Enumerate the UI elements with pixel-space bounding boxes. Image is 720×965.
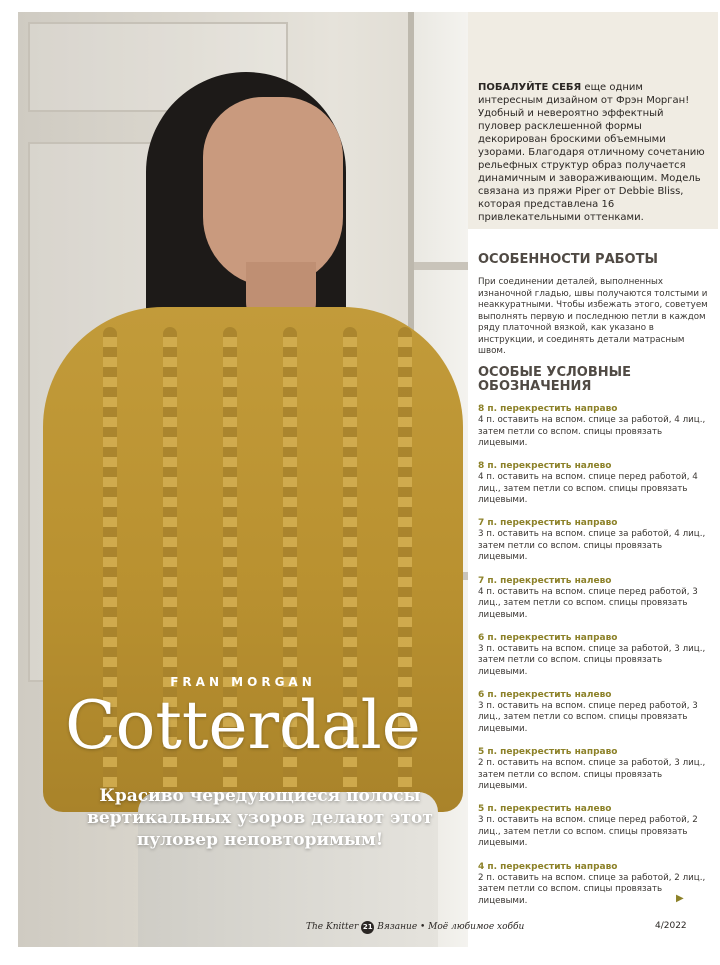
legend-item xyxy=(478,575,710,632)
legend-item-desc: 2 п. оставить на вспом. спице за работой, 3 лиц., затем петли со вспом. спицы провязать лицевыми. xyxy=(478,758,706,792)
legend-item-desc: 3 п. оставить на вспом. спице за работой, 4 лиц., затем петли со вспом. спицы провязать лицевыми. xyxy=(478,529,706,563)
features-heading: ОСОБЕННОСТИ РАБОТЫ xyxy=(478,252,658,267)
legend-item-desc: 3 п. оставить на вспом. спице перед работой, 2 лиц., затем петли со вспом. спицы провязать лицевыми. xyxy=(478,815,698,849)
designer-name: FRAN MORGAN xyxy=(170,675,316,689)
article-subtitle: Красиво чередующиеся полосы вертикальных узоров делают этот пуловер неповторимым! xyxy=(87,786,433,850)
legend-item xyxy=(478,689,710,746)
legend-item-desc: 3 п. оставить на вспом. спице перед работой, 3 лиц., затем петли со вспом. спицы провязать лицевыми. xyxy=(478,700,698,734)
legend-item-desc: 3 п. оставить на вспом. спице за работой, 3 лиц., затем петли со вспом. спицы провязать лицевыми. xyxy=(478,643,706,677)
legend-item-desc: 4 п. оставить на вспом. спице перед работой, 3 лиц., затем петли со вспом. спицы провязать лицевыми. xyxy=(478,586,698,620)
intro-box xyxy=(468,12,718,229)
legend-item xyxy=(478,746,710,803)
legend-item-name: 6 п. перекрестить направо xyxy=(478,632,618,643)
section-name: Вязание • Моё любимое хобби xyxy=(377,922,525,932)
legend-item-name: 6 п. перекрестить налево xyxy=(478,689,612,700)
legend-item-name: 5 п. перекрестить налево xyxy=(478,804,612,815)
page-footer xyxy=(306,920,524,934)
legend-item-name: 5 п. перекрестить направо xyxy=(478,747,618,758)
model-face xyxy=(203,97,343,287)
legend-item-name: 4 п. перекрестить направо xyxy=(478,861,618,872)
issue-number: 4/2022 xyxy=(655,921,687,931)
article-title: Cotterdale xyxy=(65,687,421,764)
legend-item-name: 8 п. перекрестить направо xyxy=(478,404,618,414)
legend-item xyxy=(478,403,710,460)
legend-item-name: 7 п. перекрестить налево xyxy=(478,575,612,586)
intro-lead: ПОБАЛУЙТЕ СЕБЯ xyxy=(478,82,582,93)
legend-item xyxy=(478,861,710,918)
legend-item xyxy=(478,460,710,517)
magazine-name: The Knitter xyxy=(306,922,359,932)
legend-item-name: 7 п. перекрестить направо xyxy=(478,518,618,529)
page-number: 21 xyxy=(361,921,374,934)
legend-item-name: 8 п. перекрестить налево xyxy=(478,461,612,472)
legend-item xyxy=(478,517,710,574)
triangle-right-icon: ▶ xyxy=(676,893,684,904)
legend-item-desc: 4 п. оставить на вспом. спице перед работой, 4 лиц., затем петли со вспом. спицы провязать лицевыми. xyxy=(478,472,698,506)
intro-body: еще одним интересным дизайном от Фрэн Морган! Удобный и невероятно эффектный пуловер расклешенной формы декорирован броскими объемными узорами. Благодаря отличному сочетанию рельефных структур образ получается динамичным и завораживающим. Модель связана из пряжи Piper от Debbie Bliss, которая представлена 16 привлекательными оттенками. xyxy=(478,82,705,223)
legend-item xyxy=(478,632,710,689)
legend-item-desc: 2 п. оставить на вспом. спице за работой, 2 лиц., затем петли со вспом. спицы провязать лицевыми. xyxy=(478,872,706,906)
intro-text xyxy=(478,81,708,224)
legend-item xyxy=(478,803,710,860)
legend-item-desc: 4 п. оставить на вспом. спице за работой, 4 лиц., затем петли со вспом. спицы провязать лицевыми. xyxy=(478,415,706,448)
legend-list xyxy=(478,403,710,918)
features-text: При соединении деталей, выполненных изнаночной гладью, швы получаются толстыми и неаккуратными. Чтобы избежать этого, советуем выполнять первую и последнюю петли в каждом ряду платочной вязкой, как указано в инструкции, и соединять детали матрасным швом. xyxy=(478,277,708,356)
legend-heading: ОСОБЫЕ УСЛОВНЫЕ ОБОЗНАЧЕНИЯ xyxy=(478,365,631,394)
